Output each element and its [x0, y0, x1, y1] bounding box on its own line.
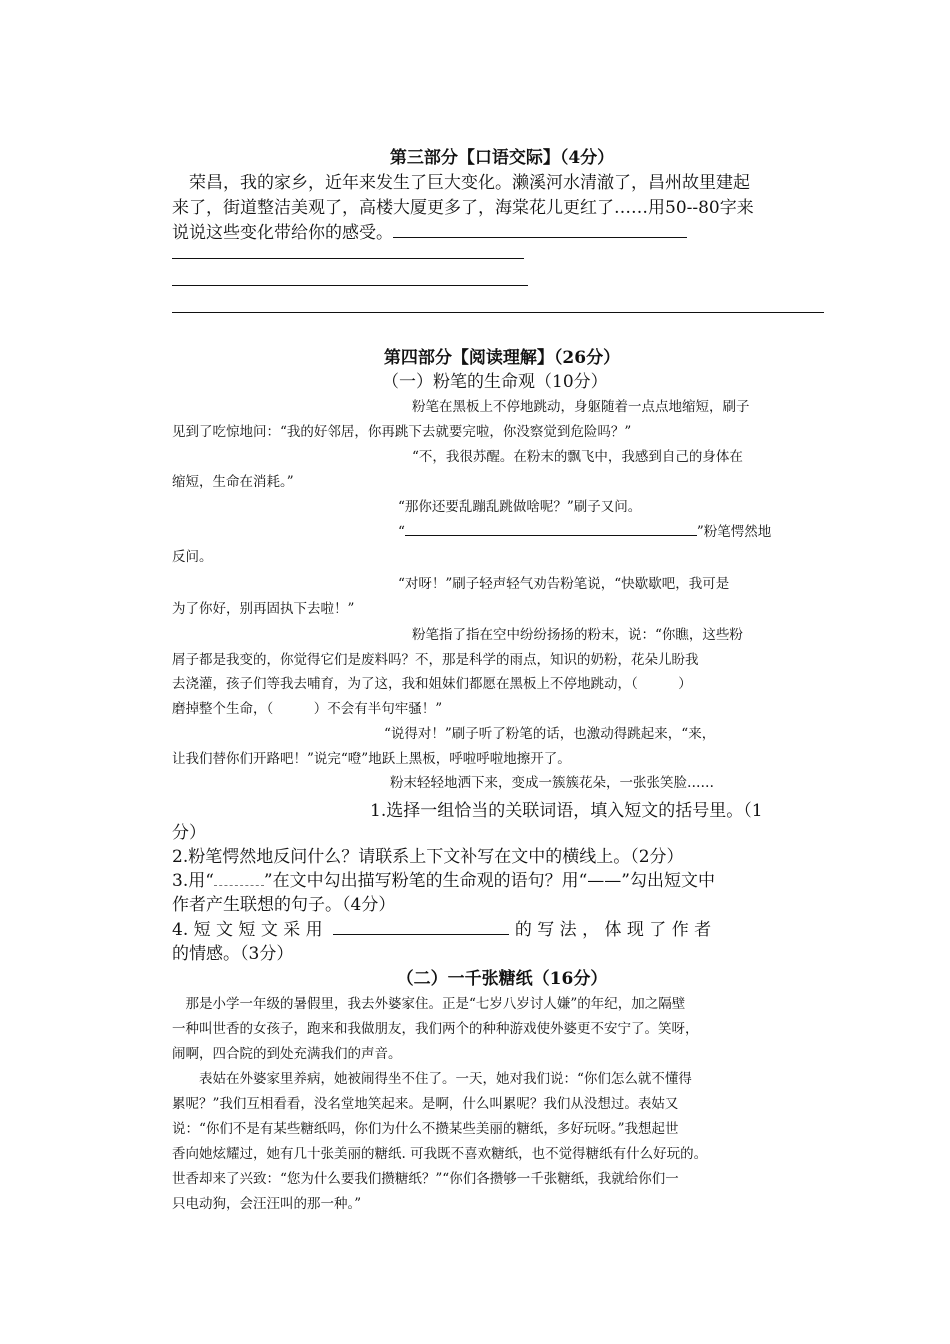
part3-line-1: 荣昌，我的家乡，近年来发生了巨大变化。濑溪河水清澈了，昌州故里建起	[172, 173, 750, 193]
passage1-p1a: 粉笔在黑板上不停地跳动，身躯随着一点点地缩短，刷子	[412, 399, 750, 415]
passage1-p6b: 屑子都是我变的，你觉得它们是废料吗？不，那是科学的雨点，知识的奶粉，花朵儿盼我	[172, 652, 699, 668]
passage1-p6d: 磨掉整个生命，（ ）不会有半句牢骚！”	[172, 701, 443, 717]
question-4a	[172, 915, 711, 940]
passage2-line-4: 表姑在外婆家里养病，她被闹得坐不住了。一天，她对我们说：“你们怎么就不懂得	[172, 1071, 692, 1087]
question-1a: 1.选择一组恰当的关联词语，填入短文的括号里。（1	[370, 801, 763, 821]
passage1-p5a: “对呀！”刷子轻声轻气劝告粉笔说，“快歇歇吧，我可是	[398, 576, 730, 592]
passage1-p6a: 粉笔指了指在空中纷纷扬扬的粉末，说：“你瞧，这些粉	[412, 627, 743, 643]
passage1-title: （一）粉笔的生命观（10分）	[382, 372, 608, 392]
passage1-p5b: 为了你好，别再固执下去啦！”	[172, 601, 355, 617]
question-4a-pre: 4. 短 文 短 文 采 用	[172, 920, 323, 940]
passage2-title: （二）一千张糖纸（16分）	[396, 969, 608, 989]
fill-blank-rebuttal[interactable]	[405, 521, 697, 536]
passage1-p6c: 去浇灌，孩子们等我去哺育，为了这，我和姐妹们都愿在黑板上不停地跳动，（ ）	[172, 676, 692, 692]
fill-blank-writing-method[interactable]	[333, 920, 509, 935]
passage2-line-8: 世香却来了兴致：“您为什么要我们攒糖纸？”“你们各攒够一千张糖纸，我就给你们一	[172, 1171, 679, 1187]
passage1-p4a	[398, 520, 771, 540]
answer-line-2[interactable]	[172, 285, 528, 286]
part3-heading: 第三部分【口语交际】（4分）	[389, 148, 615, 168]
part3-line-2: 来了，街道整洁美观了，高楼大厦更多了，海棠花儿更红了……用50--80字来	[172, 198, 754, 218]
question-3b: 作者产生联想的句子。（4分）	[172, 895, 396, 915]
passage1-p1b: 见到了吃惊地问：“我的好邻居，你再跳下去就要完啦，你没察觉到危险吗？”	[172, 424, 632, 440]
question-3a-pre: 3.用“	[172, 871, 214, 891]
question-2: 2.粉笔愕然地反问什么？请联系上下文补写在文中的横线上。（2分）	[172, 847, 684, 867]
answer-line-1[interactable]	[172, 258, 524, 259]
passage2-line-2: 一种叫世香的女孩子，跑来和我做朋友，我们两个的种种游戏使外婆更不安宁了。笑呀，	[172, 1021, 699, 1037]
passage1-p3: “那你还要乱蹦乱跳做啥呢？”刷子又问。	[398, 499, 642, 515]
question-3a	[172, 866, 715, 891]
passage2-line-6: 说：“你们不是有某些糖纸吗，你们为什么不攒某些美丽的糖纸，多好玩呀。”我想起世	[172, 1121, 679, 1137]
question-4b: 的情感。（3分）	[172, 944, 294, 964]
part3-line-3	[172, 218, 687, 243]
passage1-p4b: 反问。	[172, 549, 213, 565]
passage2-line-9: 只电动狗，会汪汪叫的那一种。”	[172, 1196, 362, 1212]
wavy-line-sample	[214, 871, 264, 886]
question-3a-post: ”在文中勾出描写粉笔的生命观的语句？用“——”勾出短文中	[263, 871, 715, 891]
question-4a-post: 的 写 法 ， 体 现 了 作 者	[514, 920, 712, 940]
passage2-line-5: 累呢？”我们互相看看，没名堂地笑起来。是啊，什么叫累呢？我们从没想过。表姑又	[172, 1096, 679, 1112]
passage1-p2b: 缩短，生命在消耗。”	[172, 474, 294, 490]
answer-blank[interactable]	[393, 223, 687, 238]
passage2-line-3: 闹啊，四合院的到处充满我们的声音。	[172, 1046, 402, 1062]
part3-line-3-text: 说说这些变化带给你的感受。	[172, 223, 393, 243]
quote-open: “	[398, 524, 405, 540]
passage1-p7b: 让我们替你们开路吧！”说完“噔”地跃上黑板，呼啦呼啦地擦开了。	[172, 751, 571, 767]
passage1-p7a: “说得对！”刷子听了粉笔的话，也激动得跳起来，“来，	[384, 726, 716, 742]
passage2-line-7: 香向她炫耀过，她有几十张美丽的糖纸. 可我既不喜欢糖纸，也不觉得糖纸有什么好玩的。	[172, 1146, 708, 1162]
quote-close: ”粉笔愕然地	[696, 524, 772, 540]
part4-heading: 第四部分【阅读理解】（26分）	[383, 348, 621, 368]
passage1-p8: 粉末轻轻地洒下来，变成一簇簇花朵，一张张笑脸……	[390, 775, 714, 791]
question-1b: 分）	[172, 823, 206, 843]
passage2-line-1: 那是小学一年级的暑假里，我去外婆家住。正是“七岁八岁讨人嫌”的年纪，加之隔壁	[172, 996, 686, 1012]
answer-line-3[interactable]	[172, 312, 824, 313]
passage1-p2a: “不，我很苏醒。在粉末的飘飞中，我感到自己的身体在	[412, 449, 743, 465]
